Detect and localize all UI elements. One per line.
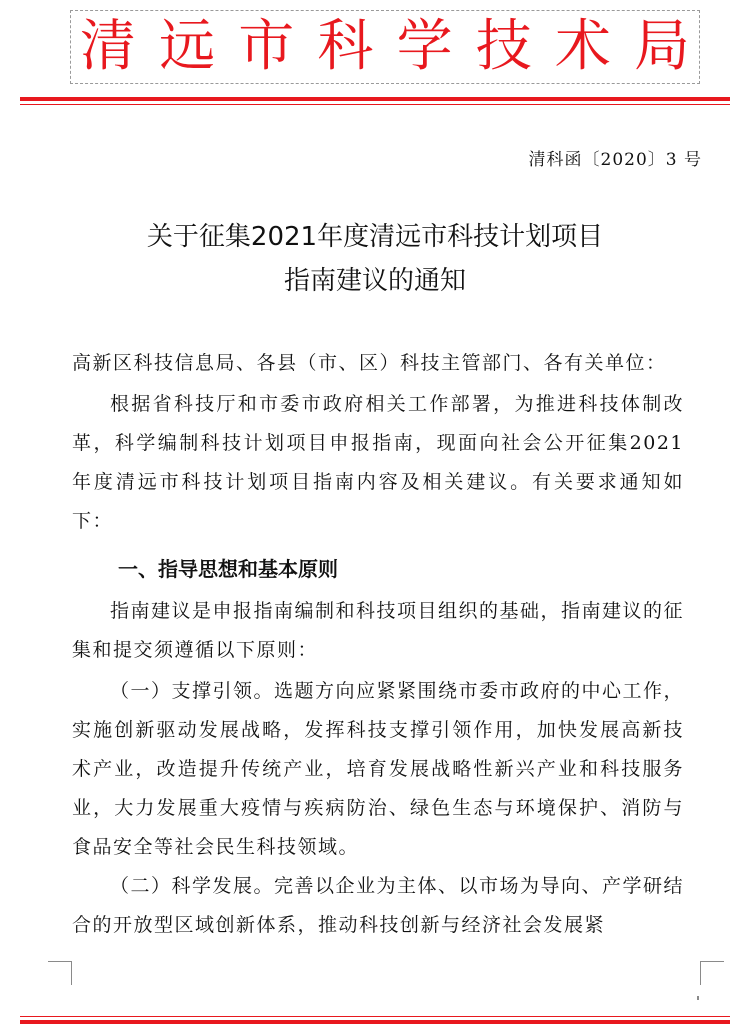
agency-title-char: 局: [633, 14, 690, 79]
agency-title-char: 术: [554, 14, 611, 79]
agency-title-char: 技: [475, 14, 532, 79]
header-red-rule-thin: [20, 104, 730, 105]
agency-title-char: 科: [317, 14, 374, 79]
salutation: 高新区科技信息局、各县（市、区）科技主管部门、各有关单位：: [72, 352, 667, 374]
body-paragraph: （二）科学发展。完善以企业为主体、以市场为导向、产学研结合的开放型区域创新体系，推动科技创新与经济社会发展紧: [72, 875, 685, 936]
section-heading: 一、指导思想和基本原则: [118, 557, 338, 581]
agency-title-char: 学: [396, 14, 453, 79]
footer-red-rule-thick: [20, 1020, 730, 1024]
page-corner-mark-right: [700, 961, 724, 985]
footer-red-rule-thin: [20, 1016, 730, 1017]
body-paragraph: 指南建议是申报指南编制和科技项目组织的基础，指南建议的征集和提交须遵循以下原则：: [72, 600, 685, 661]
document-title-line-2: 指南建议的通知: [283, 266, 466, 296]
document-number: 清科函〔2020〕3 号: [528, 150, 702, 170]
agency-title-char: 清: [80, 14, 136, 79]
document-title-line-1: 关于征集2021年度清远市科技计划项目: [146, 222, 604, 252]
header-red-rule-thick: [20, 97, 730, 101]
page-corner-tick: [697, 996, 699, 1000]
body-paragraph: （一）支撑引领。选题方向应紧紧围绕市委市政府的中心工作，实施创新驱动发展战略，发挥科技支撑引领作用，加快发展高新技术产业，改造提升传统产业，培育发展战略性新兴产业和科技服务业，大力发展重大疫情与疾病防治、绿色生态与环境保护、消防与食品安全等社会民生科技领域。: [72, 680, 685, 858]
agency-title-char: 市: [238, 14, 295, 79]
page-corner-mark-left: [48, 961, 72, 985]
agency-title: [72, 12, 698, 82]
body-paragraph: 根据省科技厅和市委市政府相关工作部署，为推进科技体制改革，科学编制科技计划项目申报指南，现面向社会公开征集2021 年度清远市科技计划项目指南内容及相关建议。有关要求通知如下：: [72, 393, 684, 532]
agency-title-char: 远: [159, 14, 216, 79]
